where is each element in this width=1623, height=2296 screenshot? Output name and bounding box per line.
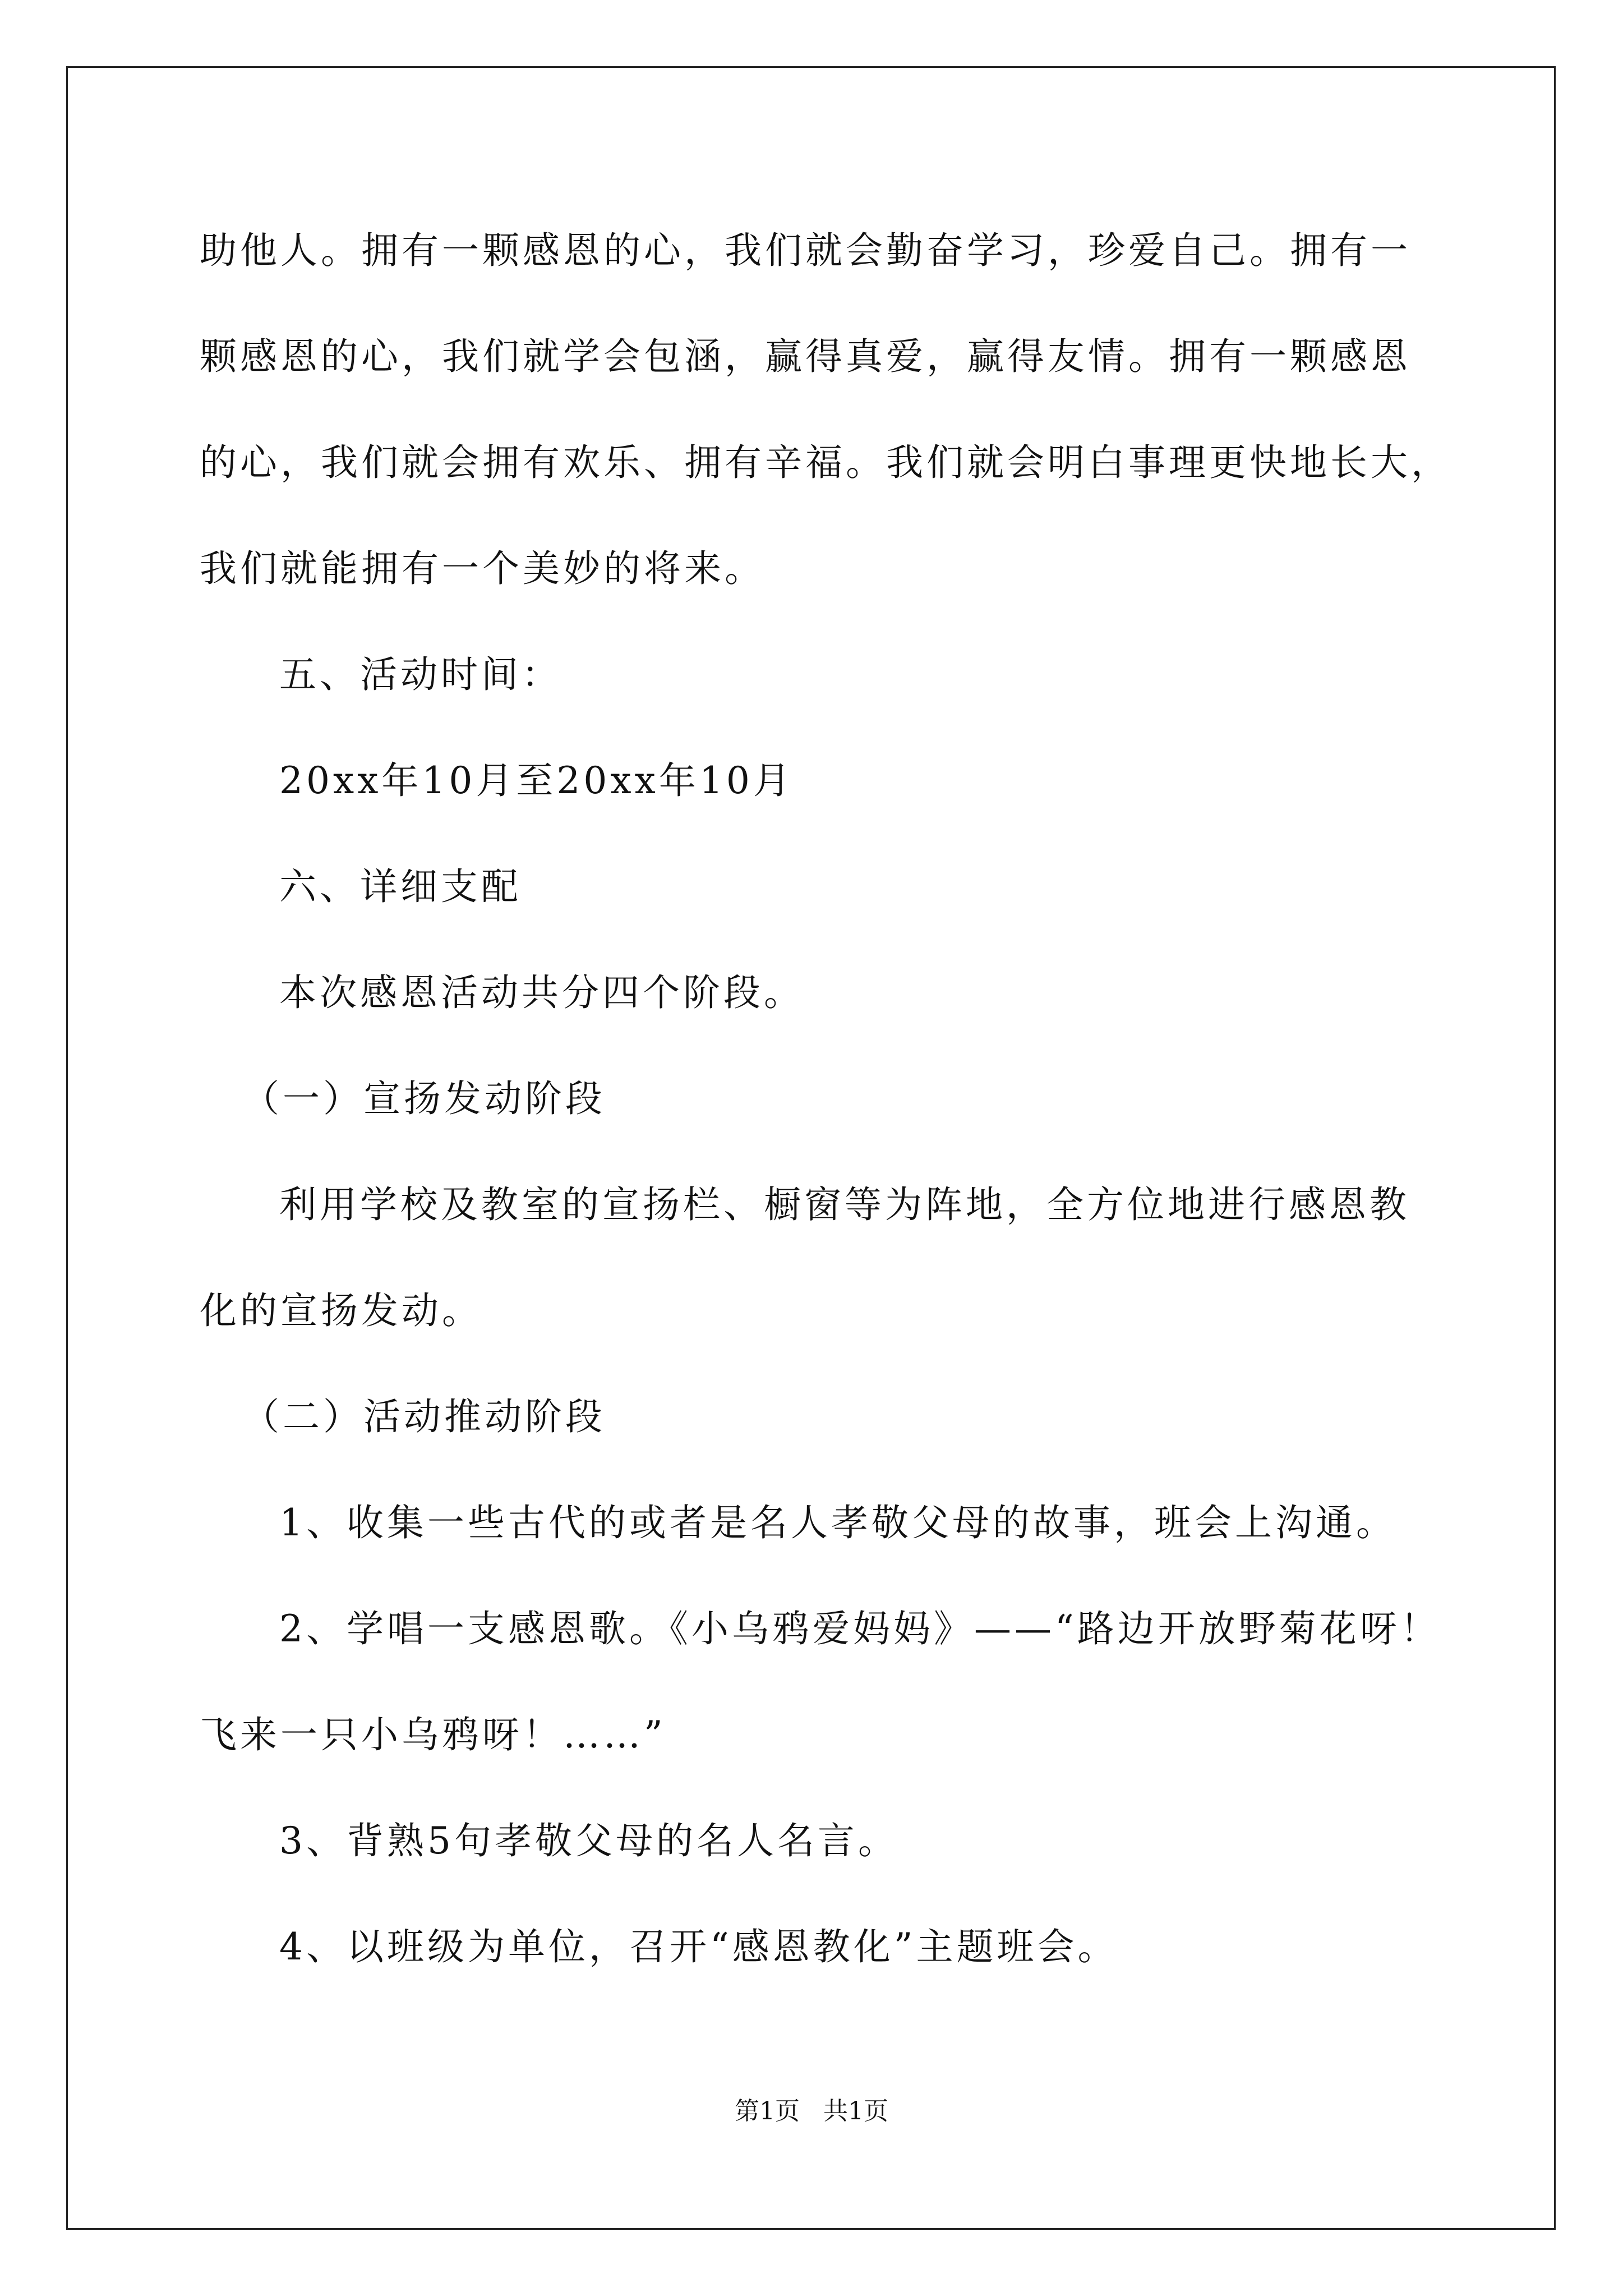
body-line-promo-2: 化的宣扬发动。 — [200, 1289, 482, 1332]
list-item-2: 2、学唱一支感恩歌。《小乌鸦爱妈妈》——“路边开放野菊花呀！ — [279, 1607, 1441, 1650]
section-heading-time: 五、活动时间： — [279, 653, 562, 696]
list-item-3: 3、背熟5句孝敬父母的名人名言。 — [279, 1819, 898, 1862]
body-line-stages: 本次感恩活动共分四个阶段。 — [279, 971, 804, 1014]
body-line-3: 的心，我们就会拥有欢乐、拥有辛福。我们就会明白事理更快地长大， — [200, 441, 1451, 484]
list-item-4: 4、以班级为单位，召开“感恩教化”主题班会。 — [279, 1925, 1118, 1968]
list-item-1: 1、收集一些古代的或者是名人孝敬父母的故事，班会上沟通。 — [279, 1501, 1396, 1544]
activity-date-range: 20xx年10月至20xx年10月 — [279, 759, 794, 802]
body-line-2: 颗感恩的心，我们就学会包涵，赢得真爱，赢得友情。拥有一颗感恩 — [200, 335, 1411, 378]
section-heading-arrangement: 六、详细支配 — [279, 865, 522, 908]
subsection-heading-1: （一）宣扬发动阶段 — [242, 1077, 606, 1120]
body-line-1: 助他人。拥有一颗感恩的心，我们就会勤奋学习，珍爱自己。拥有一 — [200, 229, 1411, 272]
subsection-heading-2: （二）活动推动阶段 — [242, 1395, 606, 1438]
page-footer: 第1页 共1页 — [735, 2097, 888, 2125]
body-line-4: 我们就能拥有一个美妙的将来。 — [200, 547, 765, 590]
page-border — [66, 66, 1556, 2230]
body-line-promo-1: 利用学校及教室的宣扬栏、橱窗等为阵地，全方位地进行感恩教 — [279, 1183, 1410, 1226]
list-item-2-continued: 飞来一只小乌鸦呀！……” — [200, 1713, 666, 1756]
